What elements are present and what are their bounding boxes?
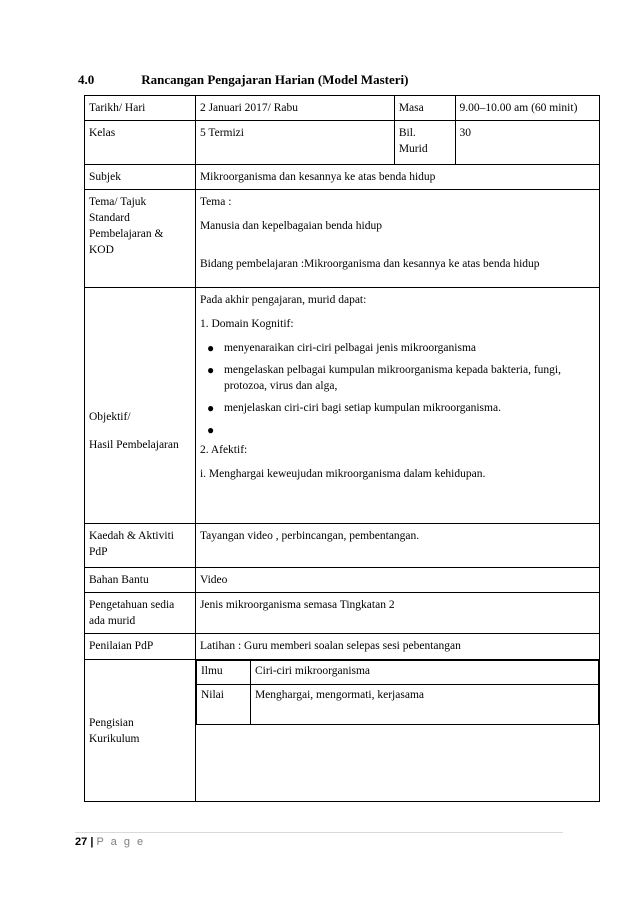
table-row xyxy=(85,96,600,121)
label-ilmu: Ilmu xyxy=(196,661,250,685)
label-bil-murid xyxy=(394,121,455,165)
label-objektif-line: Hasil Pembelajaran xyxy=(89,438,179,451)
bidang-pembelajaran: Bidang pembelajaran :Mikroorganisma dan kesannya ke atas benda hidup xyxy=(199,258,540,270)
value-objektif xyxy=(195,288,599,524)
label-objektif xyxy=(85,288,196,524)
section-heading xyxy=(78,72,408,88)
list-item-text: menyenaraikan ciri-ciri pelbagai jenis mikroorganisma xyxy=(223,342,477,354)
list-item-text: menjelaskan ciri-ciri bagi setiap kumpulan mikroorganisma. xyxy=(223,402,501,414)
list-item xyxy=(200,362,595,394)
footer-divider xyxy=(75,832,563,833)
label-kaedah-line: Kaedah & Aktiviti xyxy=(89,530,174,542)
table-row xyxy=(196,685,598,725)
value-kaedah: Tayangan video , perbincangan, pembentangan. xyxy=(195,524,599,568)
value-tema xyxy=(195,190,599,288)
page-word: P a g e xyxy=(96,836,146,848)
label-objektif-line: Objektif/ xyxy=(89,410,131,423)
value-bil-murid: 30 xyxy=(455,121,599,165)
label-pengisian-line: Kurikulum xyxy=(89,732,140,745)
footer-separator: | xyxy=(90,836,94,848)
label-murid: Murid xyxy=(398,143,428,155)
table-row xyxy=(85,190,600,288)
table-row xyxy=(85,121,600,165)
value-penilaian: Latihan : Guru memberi soalan selepas sesi pebentangan xyxy=(195,634,599,660)
label-pengisian xyxy=(85,660,196,802)
value-pengisian xyxy=(195,660,599,802)
afektif-item: i. Menghargai keweujudan mikroorganisma dalam kehidupan. xyxy=(199,468,486,480)
label-kaedah xyxy=(85,524,196,568)
label-tema-line: Pembelajaran & xyxy=(89,228,164,240)
kognitif-list xyxy=(200,340,595,436)
value-nilai: Menghargai, mengormati, kerjasama xyxy=(250,685,598,725)
label-bahan-bantu: Bahan Bantu xyxy=(85,568,196,593)
value-subjek: Mikroorganisma dan kesannya ke atas benda hidup xyxy=(195,165,599,190)
table-row xyxy=(85,568,600,593)
value-tarikh: 2 Januari 2017/ Rabu xyxy=(195,96,394,121)
bullet-icon: ● xyxy=(206,363,215,377)
value-pengetahuan: Jenis mikroorganisma semasa Tingkatan 2 xyxy=(195,593,599,634)
label-tarikh: Tarikh/ Hari xyxy=(85,96,196,121)
label-pengetahuan xyxy=(85,593,196,634)
list-item xyxy=(200,340,595,356)
list-item xyxy=(200,400,595,416)
label-pengisian-line: Pengisian xyxy=(89,716,134,729)
label-tema-line: Standard xyxy=(89,212,130,224)
lesson-plan-table xyxy=(84,95,600,802)
bullet-icon: ● xyxy=(206,341,215,355)
value-bahan-bantu: Video xyxy=(195,568,599,593)
label-bil: Bil. xyxy=(398,127,416,139)
label-subjek: Subjek xyxy=(85,165,196,190)
domain-afektif: 2. Afektif: xyxy=(199,444,248,456)
list-item xyxy=(200,422,595,436)
list-item-text: mengelaskan pelbagai kumpulan mikroorganisma kepada bakteria, fungi, protozoa, virus dan alga, xyxy=(223,364,561,392)
table-row xyxy=(85,593,600,634)
bullet-icon: ● xyxy=(206,401,215,415)
table-row xyxy=(196,661,598,685)
value-ilmu: Ciri-ciri mikroorganisma xyxy=(250,661,598,685)
label-pengetahuan-line: Pengetahuan sedia xyxy=(89,599,175,611)
value-kelas: 5 Termizi xyxy=(195,121,394,165)
table-row xyxy=(85,524,600,568)
objektif-intro: Pada akhir pengajaran, murid dapat: xyxy=(199,294,367,306)
table-row xyxy=(85,165,600,190)
section-title: Rancangan Pengajaran Harian (Model Masteri) xyxy=(141,72,409,87)
pengisian-inner-table xyxy=(196,660,599,725)
page-number: 27 xyxy=(75,836,88,848)
domain-kognitif: 1. Domain Kognitif: xyxy=(199,318,294,330)
label-kelas: Kelas xyxy=(85,121,196,165)
table-row xyxy=(85,288,600,524)
table-row xyxy=(85,660,600,802)
label-nilai: Nilai xyxy=(196,685,250,725)
bullet-icon: ● xyxy=(206,423,215,437)
label-penilaian: Penilaian PdP xyxy=(85,634,196,660)
tema-value: Manusia dan kepelbagaian benda hidup xyxy=(199,220,382,232)
label-masa: Masa xyxy=(394,96,455,121)
page-footer xyxy=(75,836,145,848)
label-pengetahuan-line: ada murid xyxy=(89,615,136,627)
label-tema-line: Tema/ Tajuk xyxy=(89,196,147,208)
label-tema-line: KOD xyxy=(89,244,114,256)
section-number: 4.0 xyxy=(78,72,95,87)
tema-heading: Tema : xyxy=(199,196,232,208)
table-row xyxy=(85,634,600,660)
label-kaedah-line: PdP xyxy=(89,546,108,558)
label-tema xyxy=(85,190,196,288)
value-masa: 9.00–10.00 am (60 minit) xyxy=(455,96,599,121)
